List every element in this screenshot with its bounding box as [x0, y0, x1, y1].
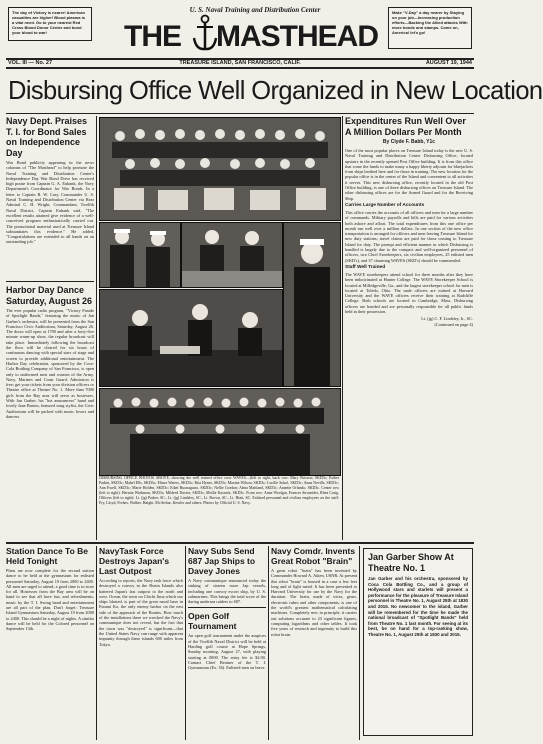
accounts-subhead: Carries Large Number of Accounts — [345, 202, 425, 208]
jan-garber-box — [363, 548, 473, 736]
officer-portrait-figure — [284, 223, 340, 386]
officers-photo-center — [181, 222, 283, 288]
station-dance-story — [6, 546, 94, 740]
bottom-rule-3 — [268, 546, 269, 740]
bottom-rule-1 — [96, 546, 97, 740]
officers-figures-center — [182, 223, 282, 287]
subs-headline: Navy Subs Send 687 Jap Ships to Davey Jones — [188, 546, 256, 576]
continued-note: (Continued on page 4) — [434, 321, 473, 327]
robot-brain-body: A great robot "brain" has been invented by Commander Howard A. Aiken, USNR. At present this robot "brain" is housed in a case a few feet long and of light metal. It has been presented to Harvard University for use by the Navy for the duration. The brain, made of wires, gears, electronic tubes and other components, is one of the world's greatest mathematical calculating machines. Completely new in principle, it carries out solutions accurate to 23 significant figures, computing logarithms and other tables. It took five years of research and ingenuity to build this robot brain. — [271, 568, 357, 637]
right-column — [345, 116, 473, 540]
photo-caption: DISBURSING OFFICE PHOTOS ABOVE, showing the well trained office crew WAVES—(left to right, back row: Mary Bristow, SKD3c; Esther Parkin, SKD3c; Mabel Ells, SKD3c; Elinor Waters, SKD3c; Rita Hynes, SKD3c; Maxine Wilson, SKD3c; Lucille Sokol, SKD3c; Anna Nevills, SKD3c; Ann Ewell, SKD3c; Marie Holden, SKD3c; Ethel Buonagurio, SKD3c; Nellie Gordon; Alma Maitland, SKD3c; Annette Orlando, SKD3c. Center row (left to right): Hermia Winkman, SKD3c; Mildred Davies, SKD3c; Mollie Kasnick, SKD3c. Front row: Anne Woolgar, Frances Strosnider, Rhea Craig. Officers (left to right): Lt. (jg) Parker, SC., Lt. (jg) Lindsley, SC., Lt. Brown, SC., Lt. Hiatt, SC. Enlisted personnel and civilian employees on the staff: Fry, Lloyd, Forbes, Walker, Haight, McArthur, Kessler and others. Photos by Official U. S. Navy. — [99, 476, 339, 505]
anchor-icon — [192, 14, 218, 57]
harbor-day-headline: Harbor Day Dance Saturday, August 26 — [6, 285, 93, 306]
signature: Lt. (jg) C. F. Lindsley, Jr., SC. — [421, 316, 473, 322]
bond-sales-headline: Navy Dept. Praises T. I. for Bond Sales on Independence Day — [6, 116, 88, 158]
masthead-rule-bottom — [6, 67, 474, 69]
banner-headline: Disbursing Office Well Organized in New Location — [8, 75, 543, 105]
waves-group-figures — [100, 118, 340, 220]
volume-line: VOL. III — No. 27 — [8, 60, 53, 66]
officer-portrait-right — [283, 222, 341, 387]
waves-group-photo — [99, 117, 341, 221]
victory-box — [388, 7, 472, 49]
jan-garber-body: Jan Garber and his orchestra, sponsored by Coca Cola Bottling Co., and a group of Hollywood stars and starlets will present a performance for the pleasure of Treasure Island personnel in Theatre No. 1, August 25th at 1830 and 2015. No newcomer to the island, Garber will be remembered for the time he made the national broadcast of "Spotlight Bands" held from Theatre No. 1 last month. For seeing at its best, be on hand for a top-ranking show, Theatre No. 1, August 25th at 1830 and 2015. — [368, 576, 468, 637]
byline: By Clyde F. Babb, Y1c — [382, 139, 436, 145]
officers-figures-left — [100, 223, 180, 287]
masthead-title-the: THE — [124, 20, 181, 53]
task-force-body: According to reports, the Navy task force which destroyed a convoy in the Bonin Islands also battered Japan's last outpost to the north and west. Ocean, the town on Chichi Jima which our ships blasted, is part of the great naval base in Futami Ko, the only enemy harbor on the east side of the approach of the Bonins. How much of the installations there we wrecked the Navy's communique does not reveal, but the fact that the town was "destroyed" is significant—that the United States Navy can range with apparent impunity through these islands 600 miles from Tokyo. — [99, 578, 183, 647]
counter-figures — [100, 290, 282, 386]
staff-subhead: Staff Well Trained — [345, 264, 386, 270]
blood-donor-text: The day of Victory is nearer! American casualties are higher! Blood plasma is a vital need. Go to your nearest Red Cross Blood Donor Center and bond your blood to war! — [12, 10, 85, 35]
bottom-rule-4 — [359, 546, 360, 740]
bottom-section-rule — [6, 542, 474, 544]
left-column — [6, 116, 94, 540]
victory-text: Make "V-Day" a day nearer by Staying on your job—Increasing production efforts—Backing the Allied attacks With more bonds and stamps. Come on, America! let's go! — [392, 10, 468, 35]
blood-donor-box — [8, 7, 92, 41]
expenditures-body-3: The WAVE storekeepers attend school for three months after they have been indoctrinated at Hunter College. The WAVE Storekeeper School is located at Milledgeville, Ga., and the largest storekeeper school for men is located at Toledo, Ohio. The male officers are trained at Harvard University and the WAVE officers receive their training at Radcliffe College. Both schools are located in Cambridge, Mass. Disbursing officers are bonded and are personally responsible for all public funds held in their possession. — [345, 271, 473, 315]
task-force-story — [99, 546, 183, 740]
masthead-title — [112, 14, 378, 54]
jan-garber-headline: Jan Garber Show At Theatre No. 1 — [368, 552, 454, 573]
banner-rule — [6, 113, 474, 114]
left-col-rule — [96, 116, 97, 540]
officers-photo-left — [99, 222, 181, 288]
masthead-kicker: U. S. Naval Training and Distribution Center — [189, 6, 321, 14]
station-dance-headline: Station Dance To Be Held Tonight — [6, 546, 89, 566]
subs-body: A Navy communique announced today the sinking of sixteen more Jap vessels, including one convoy escort ship, by U. S. submarines. This brings the total score of the daring undersea raiders to 687. — [188, 578, 266, 605]
golf-headline: Open Golf Tournament — [188, 611, 237, 632]
date-line: AUGUST 19, 1944 — [425, 60, 472, 66]
expenditures-headline: Expenditures Run Well Over A Million Dollars Per Month — [345, 116, 466, 137]
harbor-day-body: The ever popular radio program, "Victory Parade of Spotlight Bands," featuring the music of Jan Garber's orchestra, will be presented from the San Francisco Civic Auditorium, Saturday, August 26. The doors will open at 1700 and after a forty-five minute warm-up show, the regular broadcast will take place. Immediately following the broadcast the floor will be cleared for six hours of continuous dancing with special stars of stage and screen to provide additional entertainment. The Harbor Day celebration, sponsored by the Coca-Cola Bottling Company of San Francisco, is open only to uniformed men and women of the Army, Navy, Marines and Coast Guard. Admission is free; get your tickets from your division officers or Theatre office at Theatre No. 1. More than 7000 girls from the Bay area will serve as hostesses. With Jan Garber, his "hot announcers" band and lovely Jane Barton, featured song stylist, the Civic Auditorium will be packed with music lovers and dancers. — [6, 308, 94, 419]
station-dance-body: Plans are now complete for the second station dance to be held at the gymnasium for enlisted personnel Saturday, August 19 from 2000 to 2400. All men are urged to attend; a good time is in store for all. Hostesses from the Bay area will be on hand to see that all have fun, and refreshments, music by the T. I. Swing band and entertainment are all part of the plan. Don't forget: Treasure Island Gymnasium Saturday, August 19 from 2000 to 2400. This should be a night of nights. A similar dance will be held for the Colored personnel on September 13th. — [6, 568, 94, 632]
subs-golf-divider — [188, 607, 266, 608]
location-line: TREASURE ISLAND, SAN FRANCISCO, CALIF. — [179, 60, 301, 66]
counter-photo — [99, 289, 283, 387]
staff-group-figures — [100, 389, 340, 475]
staff-group-photo — [99, 388, 341, 476]
bottom-rule-2 — [185, 546, 186, 740]
robot-brain-headline: Navy Comdr. Invents Great Robot "Brain" — [271, 546, 356, 566]
masthead-title-main: MASTHEAD — [216, 20, 378, 53]
expenditures-body-2: This office carries the accounts of all officers and men for a large number of commands. Military payrolls and bills are paid for various activities both ashore and afloat. The total expenditures from this one office per month run well over a million dollars. In one section of the new office transportation is arranged for officers and men leaving Treasure Island for new duty stations; travel claims are paid for those coming to Treasure Island for duty. The prompt and efficient manner in which Disbursing is handled is largely due to the compact and well-organized personnel of officers, two Chief Storekeepers, six civilian employees, 25 enlisted men (SKD's), and 37 charming WAVES (SKD's) should be commended. — [345, 209, 473, 263]
left-divider — [6, 281, 94, 282]
task-force-headline: NavyTask Force Destroys Japan's Last Outpost — [99, 546, 170, 576]
robot-brain-story — [271, 546, 357, 740]
expenditures-body-1: One of the most popular places on Treasure Island today is the new U. S. Naval Training and Distribution Center Disbursing Office, located upstairs in the recently opened Post Office building. It is from this office that come the funds to make many a happy liberty adjourn for bluejackets from ships berthed here and for those in training. The new location for the popular office is in the center of the Island and convenient to all activities it serves. This new disbursing office, recently located in the old Post Office building, is one of three disbursing offices on Treasure Island. The other disbursing offices are for the Armed Guard and for the Receiving Ship. — [345, 148, 473, 201]
right-col-rule — [342, 116, 343, 540]
bond-sales-body: War Bond publicity appearing in the news columns of "The Masthead" to help promote the Naval Training and Distribution Center's Independence Day War Bond Drive has received high praise from Captain G. A. Eubank, the Navy Department's Coordinator for War Bonds. In a letter to Captain R. W. Cary, Commander U. S. Naval Training and Distribution Center via Rear Admiral C. H. Wright, Commandant, Twelfth Naval District, Captain Eubank said, "The excellent results attained give evidence of a well-conceived program enthusiastically carried out. The promotional material used at Treasure Island substantiates this evidence." He added, "Congratulations are extended to all hands on an outstanding job." — [6, 160, 94, 245]
golf-body: An open golf tournament under the auspices of the Twelfth Naval District will be held at Harding golf course at Hope Springs, Sunday morning, August 27, with playing starting at 0800. The entry fee is $2.00. Contact Chief Beutner of the T. I. Gymnasium (Ex. 36). Enlisted men on leave. — [188, 633, 266, 671]
subs-story — [188, 546, 266, 740]
